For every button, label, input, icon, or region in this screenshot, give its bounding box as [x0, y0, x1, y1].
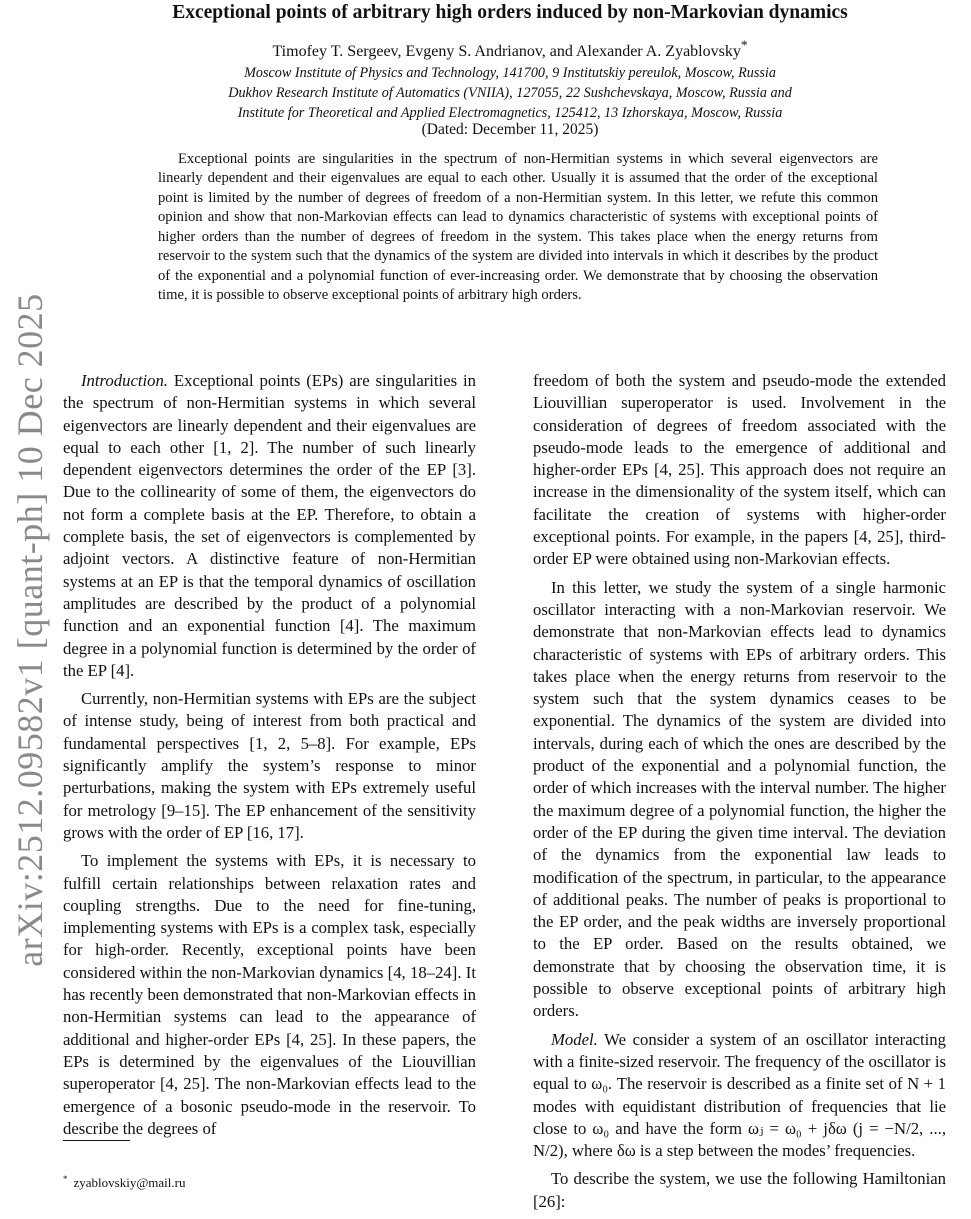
arxiv-identifier-stamp: arXiv:2512.09582v1 [quant-ph] 10 Dec 2025	[10, 293, 50, 967]
author-footnote-mark: *	[740, 37, 748, 53]
intro-paragraph	[63, 370, 476, 682]
abstract	[158, 150, 878, 306]
affiliation-line: Moscow Institute of Physics and Technology, 141700, 9 Institutskiy pereulok, Moscow, Russia	[244, 65, 776, 81]
left-column	[63, 370, 476, 1146]
footnote	[63, 1174, 476, 1191]
body-paragraph: Currently, non-Hermitian systems with EPs are the subject of intense study, being of interest from both practical and fundamental perspectives [1, 2, 5–8]. For example, EPs significantly amplify the system’s response to minor perturbations, making the system with EPs extremely useful for metrology [9–15]. The EP enhancement of the sensitivity grows with the order of EP [16, 17].	[63, 689, 476, 842]
footnote-email: zyablovskiy@mail.ru	[73, 1175, 186, 1190]
author-list	[60, 37, 960, 62]
intro-text: Exceptional points (EPs) are singularities in the spectrum of non-Hermitian systems in which several eigenvectors are linearly dependent and their eigenvalues are equal to each other [1, 2]. The number of such linearly dependent eigenvectors determines the order of the EP [3]. Due to the collinearity of some of them, the eigenvectors do not form a complete basis at the EP. Therefore, to obtain a complete basis, the set of eigenvectors is complemented by adjoint vectors. A distinctive feature of non-Hermitian systems at an EP is that the temporal dynamics of oscillation amplitudes are described by the product of a polynomial function and an exponential function [4]. The maximum degree in a polynomial function is determined by the order of the EP [4].	[63, 371, 476, 680]
body-paragraph: To describe the system, we use the following Hamiltonian [26]:	[533, 1169, 946, 1211]
right-column	[533, 370, 946, 1219]
paper-title: Exceptional points of arbitrary high orders induced by non-Markovian dynamics	[172, 2, 848, 23]
affiliations	[60, 63, 960, 123]
authors-text: Timofey T. Sergeev, Evgeny S. Andrianov, and Alexander A. Zyablovsky	[272, 43, 741, 60]
model-text: We consider a system of an oscillator interacting with a finite-sized reservoir. The frequency of the oscillator is equal to ω₀. The reservoir is described as a finite set of N + 1 modes with equidistant distribution of frequencies that lie close to ω₀ and have the form ωⱼ = ω₀ + jδω (j = −N/2, ..., N/2), where δω is a step between the modes’ frequencies.	[533, 1029, 946, 1161]
body-paragraph: In this letter, we study the system of a single harmonic oscillator interacting with a non-Markovian reservoir. We demonstrate that non-Markovian effects lead to dynamics characteristic of systems with EPs of arbitrary orders. This takes place when the energy returns from reservoir to the system such that the system dynamics ceases to be exponential. The dynamics of the system are divided into intervals, during each of which the ones are described by the product of the exponential and a polynomial function, the order of which increases with the interval number. The higher the maximum degree of a polynomial function, the higher the order of the EP during the given time interval. The deviation of the dynamics from the exponential law leads to modification of the spectrum, in particular, to the appearance of additional peaks. The number of peaks is proportional to the EP order, and the peak widths are inversely proportional to the EP order. Based on the results obtained, we demonstrate that by choosing the observation time, it is possible to observe exceptional points of arbitrary high orders.	[533, 577, 946, 1021]
section-lead-introduction: Introduction.	[81, 371, 168, 390]
abstract-text: Exceptional points are singularities in the spectrum of non-Hermitian systems in which several eigenvectors are linearly dependent and their eigenvalues are equal to each other. Usually it is assumed that the order of the exceptional point is limited by the number of degrees of freedom of a non-Hermitian system. In this letter, we refute this common opinion and show that non-Markovian effects can lead to dynamics characteristic of systems with exceptional points of higher orders than the number of degrees of freedom in the system. This takes place when the energy returns from reservoir to the system such that the dynamics of the system are divided into intervals in which it describes by the product of the exponential and a polynomial function of ever-increasing order. We demonstrate that by choosing the observation time, it is possible to observe exceptional points of arbitrary high orders.	[158, 151, 878, 304]
model-paragraph	[533, 1029, 946, 1163]
footnote-mark: *	[63, 1173, 68, 1184]
date-line: (Dated: December 11, 2025)	[421, 121, 599, 138]
section-lead-model: Model.	[551, 1029, 598, 1049]
footnote-rule	[63, 1140, 130, 1141]
body-paragraph: freedom of both the system and pseudo-mode the extended Liouvillian superoperator is used. Involvement in the consideration of degrees of freedom associated with the pseudo-mode leads to the emergence of additional and higher-order EPs [4, 25]. This approach does not require an increase in the dimensionality of the system itself, which can facilitate the creation of systems with higher-order exceptional points. For example, in the papers [4, 25], third-order EP were obtained using non-Markovian effects.	[533, 371, 946, 569]
affiliation-line: Institute for Theoretical and Applied Electromagnetics, 125412, 13 Izhorskaya, Moscow, Russia	[237, 105, 783, 121]
body-paragraph: To implement the systems with EPs, it is necessary to fulfill certain relationships between relaxation rates and coupling strengths. Due to the need for fine-tuning, implementing systems with EPs is a complex task, especially for high-order. Recently, exceptional points have been considered within the non-Markovian dynamics [4, 18–24]. It has recently been demonstrated that non-Markovian effects in non-Hermitian systems can lead to the appearance of additional and higher-order EPs [4, 25]. In these papers, the EPs is determined by the eigenvalues of the Liouvillian superoperator [4, 25]. The non-Markovian effects lead to the emergence of a bosonic pseudo-mode in the reservoir. To describe the degrees of	[63, 851, 476, 1138]
affiliation-line: Dukhov Research Institute of Automatics (VNIIA), 127055, 22 Sushchevskaya, Moscow, Russia and	[228, 85, 792, 101]
